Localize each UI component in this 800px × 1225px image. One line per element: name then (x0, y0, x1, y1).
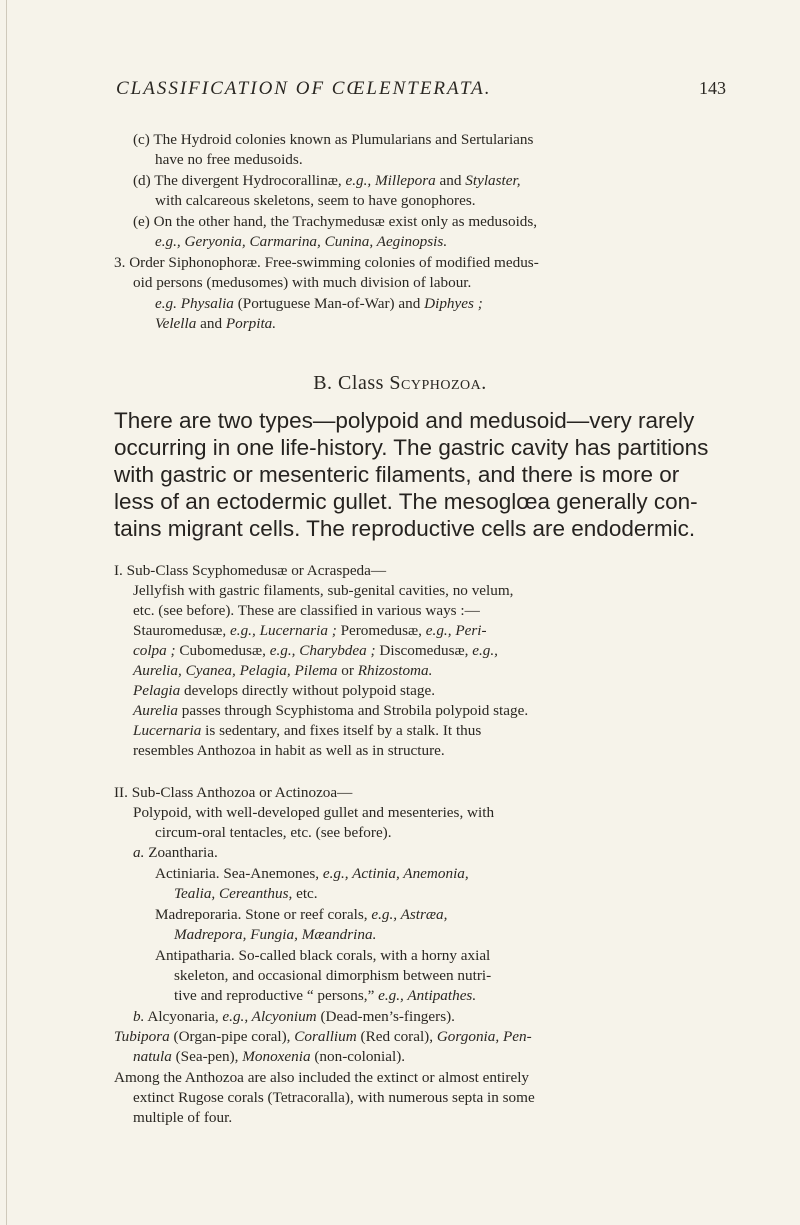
page-number: 143 (699, 78, 726, 98)
zoantharia-heading: a. Zoantharia. (133, 844, 218, 861)
order3-line2: oid persons (medusomes) with much division of labour. (133, 274, 472, 291)
madreporaria-line: Madrepora, Fungia, Mæandrina. (174, 926, 377, 943)
item-e-line2: e.g., Geryonia, Carmarina, Cunina, Aeginopsis. (155, 233, 448, 250)
intro-line: occurring in one life-history. The gastric cavity has partitions (114, 435, 709, 460)
antipatharia-line: tive and reproductive “ persons,” e.g., Antipathes. (174, 987, 477, 1004)
alcyonaria-line: natula (Sea-pen), Monoxenia (non-colonial). (133, 1048, 406, 1065)
intro-line: tains migrant cells. The reproductive cells are endodermic. (114, 516, 696, 541)
binding-edge (6, 0, 7, 1225)
alcyonaria-line: Tubipora (Organ-pipe coral), Corallium (Red coral), Gorgonia, Pen- (114, 1028, 532, 1045)
order3-line1: 3. Order Siphonophoræ. Free-swimming colonies of modified medus- (114, 254, 539, 271)
page-header (116, 78, 726, 104)
antipatharia-line: skeleton, and occasional dimorphism between nutri- (174, 967, 492, 984)
subclass-1-line: Stauromedusæ, e.g., Lucernaria ; Peromedusæ, e.g., Peri- (133, 622, 487, 639)
subclass-1-line: Aurelia passes through Scyphistoma and Strobila polypoid stage. (133, 702, 529, 719)
rugose-line: multiple of four. (133, 1109, 233, 1126)
section-b-heading: B. Class Scyphozoa. (313, 372, 487, 394)
actiniaria-line: Actiniaria. Sea-Anemones, e.g., Actinia, Anemonia, (155, 865, 469, 882)
subclass-1-line: etc. (see before). These are classified in various ways :— (133, 602, 480, 619)
intro-line: less of an ectodermic gullet. The mesoglœa generally con- (114, 489, 698, 514)
item-d-line1: (d) The divergent Hydrocorallinæ, e.g., Millepora and Stylaster, (133, 172, 521, 189)
subclass-1-line: Aurelia, Cyanea, Pelagia, Pilema or Rhizostoma. (133, 662, 433, 679)
subclass-1-line: resembles Anthozoa in habit as well as in structure. (133, 742, 445, 759)
subclass-1-line: Pelagia develops directly without polypoid stage. (133, 682, 436, 699)
madreporaria-line: Madreporaria. Stone or reef corals, e.g., Astræa, (155, 906, 448, 923)
rugose-line: extinct Rugose corals (Tetracoralla), with numerous septa in some (133, 1089, 535, 1106)
subclass-1-line: colpa ; Cubomedusæ, e.g., Charybdea ; Discomedusæ, e.g., (133, 642, 498, 659)
subclass-1-title: I. Sub-Class Scyphomedusæ or Acraspeda— (114, 562, 387, 579)
actiniaria-line: Tealia, Cereanthus, etc. (174, 885, 318, 902)
rugose-line: Among the Anthozoa are also included the extinct or almost entirely (114, 1069, 530, 1086)
running-title: CLASSIFICATION OF CŒLENTERATA. (116, 78, 492, 99)
item-d-line2: with calcareous skeletons, seem to have gonophores. (155, 192, 476, 209)
subclass-1-line: Lucernaria is sedentary, and fixes itself by a stalk. It thus (133, 722, 482, 739)
item-c-line1: (c) The Hydroid colonies known as Plumularians and Sertularians (133, 131, 534, 148)
item-e-line1: (e) On the other hand, the Trachymedusæ exist only as medusoids, (133, 213, 538, 230)
order3-line3: e.g. Physalia (Portuguese Man-of-War) and Diphyes ; (155, 295, 483, 312)
intro-line: with gastric or mesenteric filaments, and there is more or (114, 462, 680, 487)
subclass-2-line: circum-oral tentacles, etc. (see before). (155, 824, 392, 841)
intro-line: There are two types—polypoid and medusoid—very rarely (114, 408, 695, 433)
alcyonaria-line: b. Alcyonaria, e.g., Alcyonium (Dead-men’s-fingers). (133, 1008, 455, 1025)
antipatharia-line: Antipatharia. So-called black corals, with a horny axial (155, 947, 491, 964)
item-c-line2: have no free medusoids. (155, 151, 303, 168)
subclass-2-line: Polypoid, with well-developed gullet and mesenteries, with (133, 804, 495, 821)
subclass-2-title: II. Sub-Class Anthozoa or Actinozoa— (114, 784, 353, 801)
order3-line4: Velella and Porpita. (155, 315, 277, 332)
subclass-1-line: Jellyfish with gastric filaments, sub-genital cavities, no velum, (133, 582, 514, 599)
